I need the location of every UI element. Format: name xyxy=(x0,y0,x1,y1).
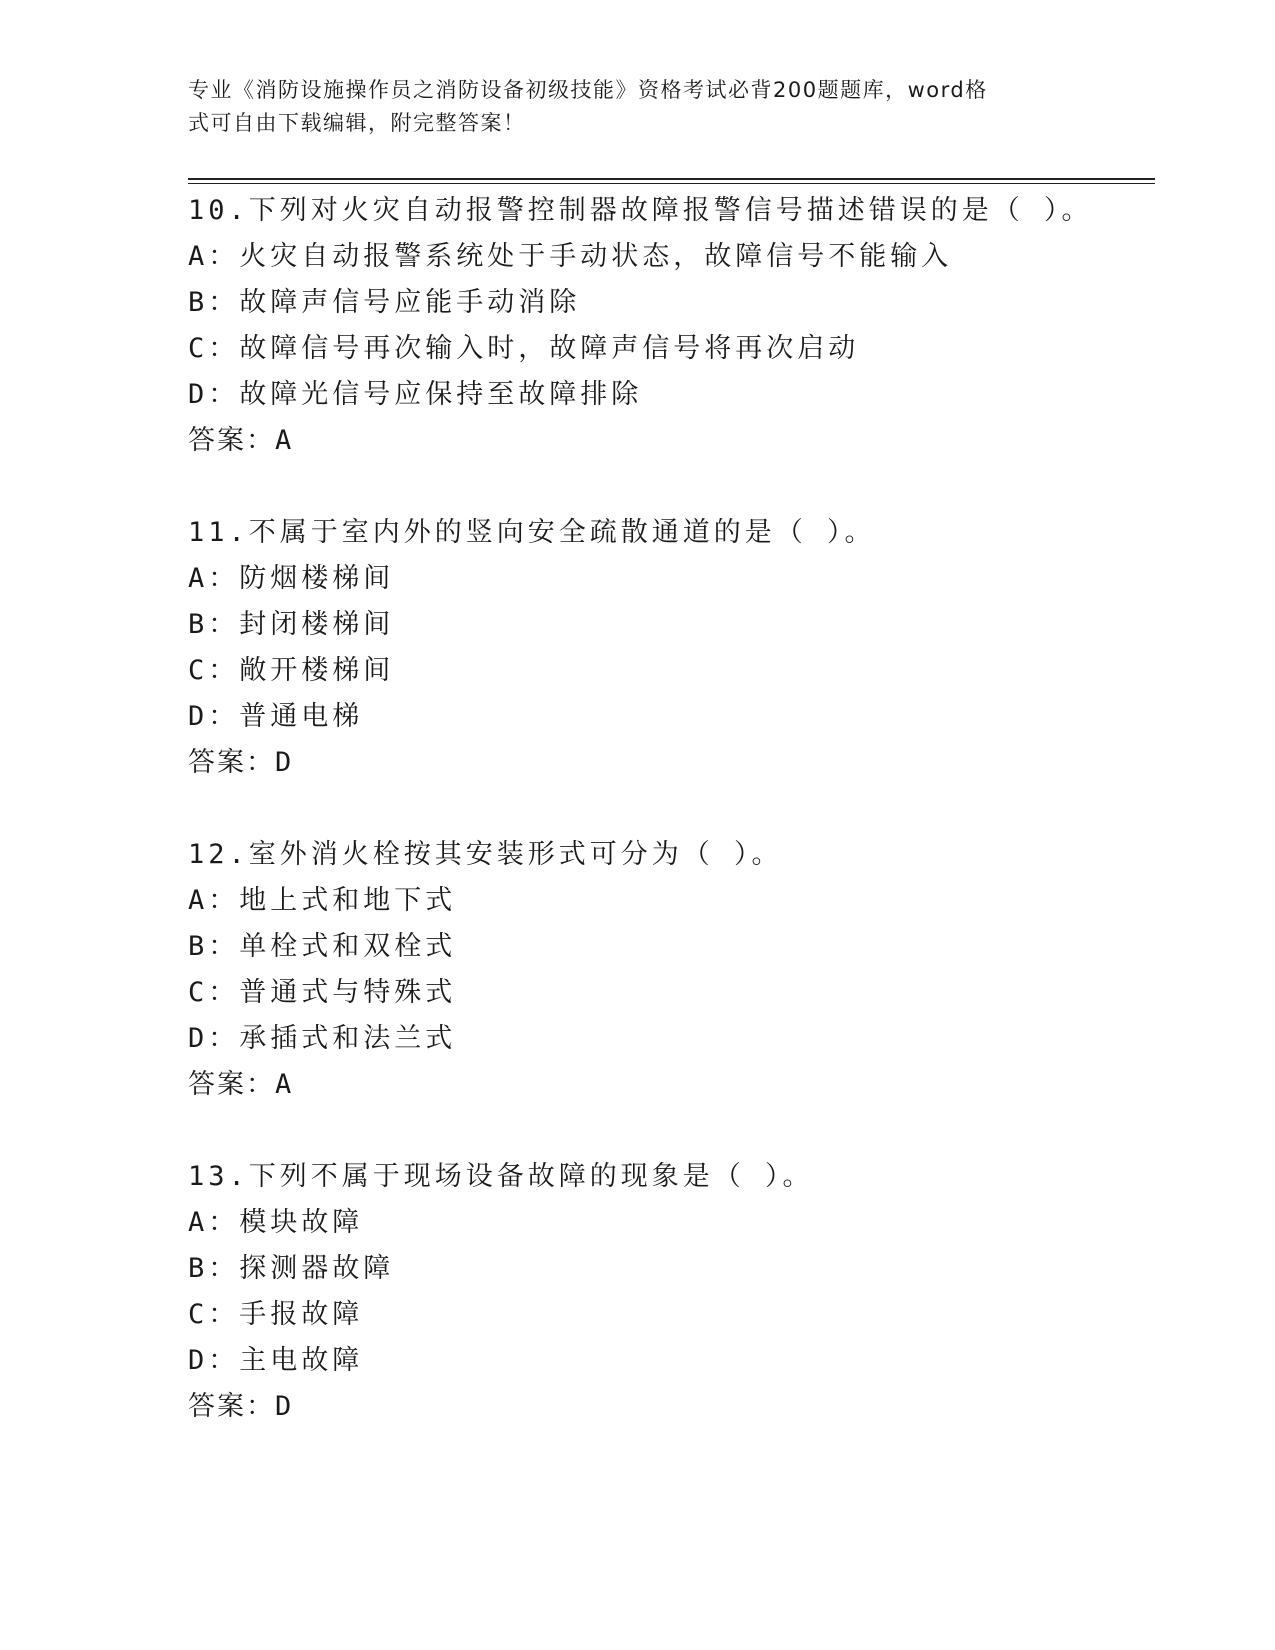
answer-value: D xyxy=(275,747,292,778)
option-c: C：敞开楼梯间 xyxy=(188,655,395,686)
question-stem: 12.室外消火栓按其安装形式可分为（ ）。 xyxy=(188,839,783,870)
question-stem: 13.下列不属于现场设备故障的现象是（ ）。 xyxy=(188,1161,814,1192)
answer-value: D xyxy=(275,1391,292,1422)
question-stem: 11.不属于室内外的竖向安全疏散通道的是（ ）。 xyxy=(188,517,876,548)
option-b: B：故障声信号应能手动消除 xyxy=(188,287,581,318)
option-b: B：单栓式和双栓式 xyxy=(188,931,457,962)
option-d: D：故障光信号应保持至故障排除 xyxy=(188,379,643,410)
option-a: A：火灾自动报警系统处于手动状态，故障信号不能输入 xyxy=(188,241,953,272)
option-c: C：普通式与特殊式 xyxy=(188,977,457,1008)
option-c: C：故障信号再次输入时，故障声信号将再次启动 xyxy=(188,333,860,364)
option-d: D：普通电梯 xyxy=(188,701,364,732)
option-b: B：探测器故障 xyxy=(188,1253,395,1284)
option-a: A：防烟楼梯间 xyxy=(188,563,395,594)
question-stem: 10.下列对火灾自动报警控制器故障报警信号描述错误的是（ ）。 xyxy=(188,195,1093,226)
question-10 xyxy=(188,188,1148,464)
header-line-2: 式可自由下载编辑，附完整答案！ xyxy=(188,111,526,135)
question-12 xyxy=(188,832,1148,1108)
option-b: B：封闭楼梯间 xyxy=(188,609,395,640)
answer-value: A xyxy=(275,425,292,456)
option-a: A：模块故障 xyxy=(188,1207,364,1238)
answer-line xyxy=(188,1384,1148,1430)
answer-line xyxy=(188,740,1148,786)
answer-label: 答案： xyxy=(188,1391,275,1422)
question-13 xyxy=(188,1154,1148,1430)
question-11 xyxy=(188,510,1148,786)
option-a: A：地上式和地下式 xyxy=(188,885,457,916)
question-list xyxy=(188,188,1148,1476)
option-c: C：手报故障 xyxy=(188,1299,364,1330)
option-d: D：主电故障 xyxy=(188,1345,364,1376)
answer-line xyxy=(188,1062,1148,1108)
header-divider-thin xyxy=(188,183,1155,184)
answer-value: A xyxy=(275,1069,292,1100)
document-header xyxy=(188,74,1068,140)
answer-line xyxy=(188,418,1148,464)
answer-label: 答案： xyxy=(188,747,275,778)
header-divider-thick xyxy=(188,178,1155,180)
answer-label: 答案： xyxy=(188,425,275,456)
option-d: D：承插式和法兰式 xyxy=(188,1023,457,1054)
header-line-1: 专业《消防设施操作员之消防设备初级技能》资格考试必背200题题库，word格 xyxy=(188,78,988,102)
answer-label: 答案： xyxy=(188,1069,275,1100)
